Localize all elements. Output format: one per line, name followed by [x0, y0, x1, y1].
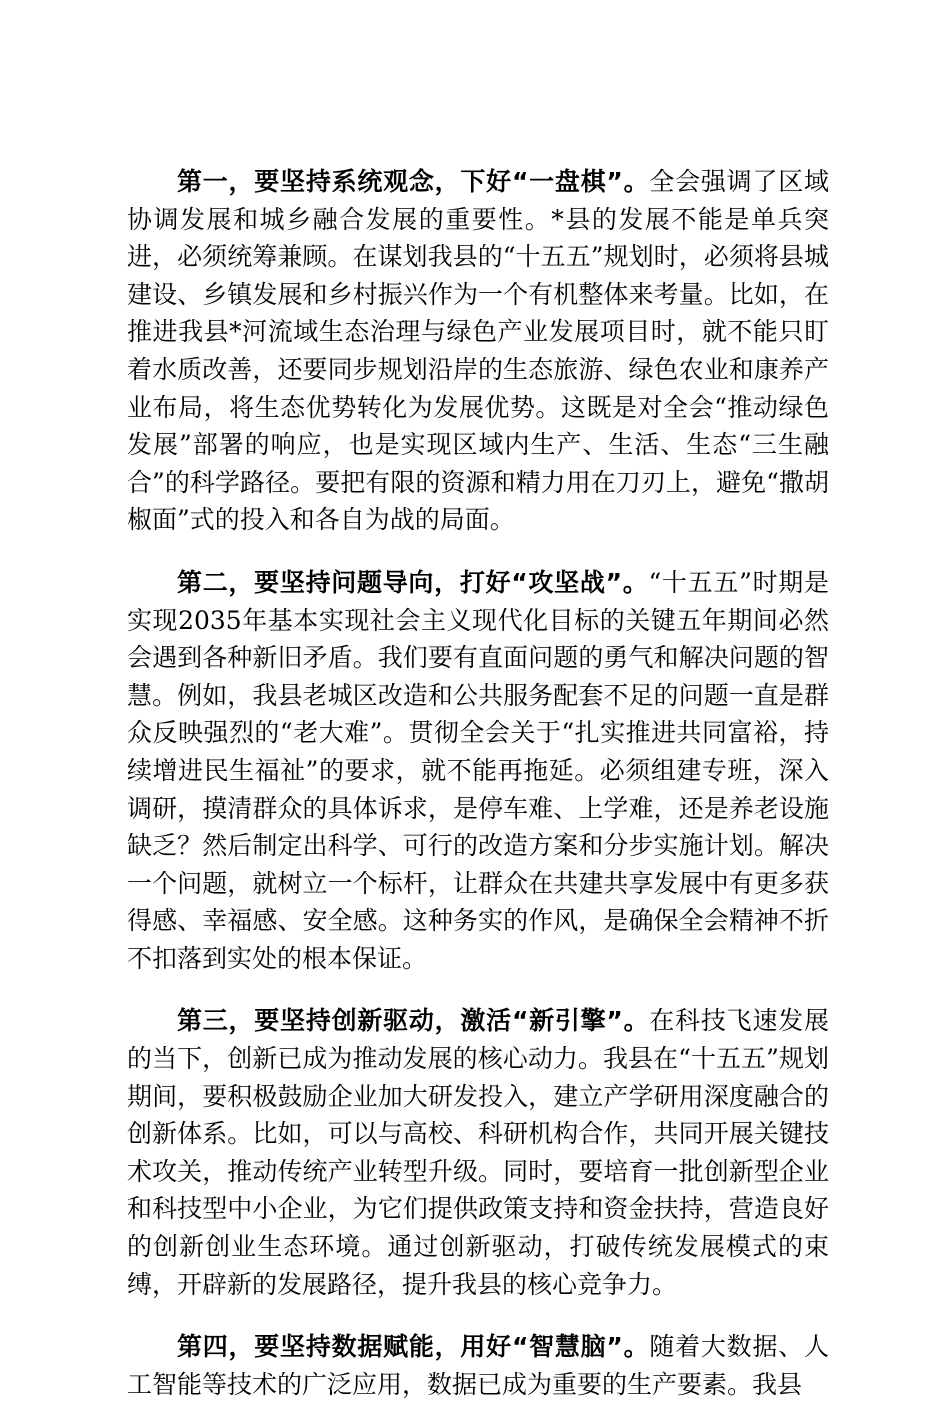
- document-body: [127, 163, 829, 1428]
- paragraph-3-text: 在科技飞速发展的当下，创新已成为推动发展的核心动力。我县在“十五五”规划期间，要积极鼓励企业加大研发投入，建立产学研用深度融合的创新体系。比如，可以与高校、科研机构合作，共同开展关键技术攻关，推动传统产业转型升级。同时，要培育一批创新型企业和科技型中小企业，为它们提供政策支持和资金扶持，营造良好的创新创业生态环境。通过创新驱动，打破传统发展模式的束缚，开辟新的发展路径，提升我县的核心竞争力。: [127, 1006, 829, 1299]
- paragraph-3: [127, 1002, 829, 1303]
- paragraph-1: [127, 163, 829, 539]
- paragraph-4: [127, 1328, 829, 1403]
- paragraph-1-lead: 第一，要坚持系统观念，下好“一盘棋”。: [177, 167, 650, 196]
- paragraph-4-lead: 第四，要坚持数据赋能，用好“智慧脑”。: [177, 1332, 650, 1362]
- paragraph-2-lead: 第二，要坚持问题导向，打好“攻坚战”。: [177, 567, 649, 597]
- paragraph-4-text: 随着大数据、人工智能等技术的广泛应用，数据已成为重要的生产要素。我县: [127, 1332, 829, 1399]
- paragraph-1-text: 全会强调了区域协调发展和城乡融合发展的重要性。*县的发展不能是单兵突进，必须统筹兼顾。在谋划我县的“十五五”规划时，必须将县城建设、乡镇发展和乡村振兴作为一个有机整体来考量。比如，在推进我县*河流域生态治理与绿色产业发展项目时，就不能只盯着水质改善，还要同步规划沿岸的生态旅游、绿色农业和康养产业布局，将生态优势转化为发展优势。这既是对全会“推动绿色发展”部署的响应，也是实现区域内生产、生活、生态“三生融合”的科学路径。要把有限的资源和精力用在刀刃上，避免“撒胡椒面”式的投入和各自为战的局面。: [127, 167, 829, 535]
- paragraph-2-text: “十五五”时期是实现2035年基本实现社会主义现代化目标的关键五年期间必然会遇到各种新旧矛盾。我们要有直面问题的勇气和解决问题的智慧。例如，我县老城区改造和公共服务配套不足的问题一直是群众反映强烈的“老大难”。贯彻全会关于“扎实推进共同富裕，持续增进民生福祉”的要求，就不能再拖延。必须组建专班，深入调研，摸清群众的具体诉求，是停车难、上学难，还是养老设施缺乏？然后制定出科学、可行的改造方案和分步实施计划。解决一个问题，就树立一个标杆，让群众在共建共享发展中有更多获得感、幸福感、安全感。这种务实的作风，是确保全会精神不折不扣落到实处的根本保证。: [127, 567, 829, 973]
- paragraph-3-lead: 第三，要坚持创新驱动，激活“新引擎”。: [177, 1006, 650, 1036]
- paragraph-2: [127, 564, 829, 978]
